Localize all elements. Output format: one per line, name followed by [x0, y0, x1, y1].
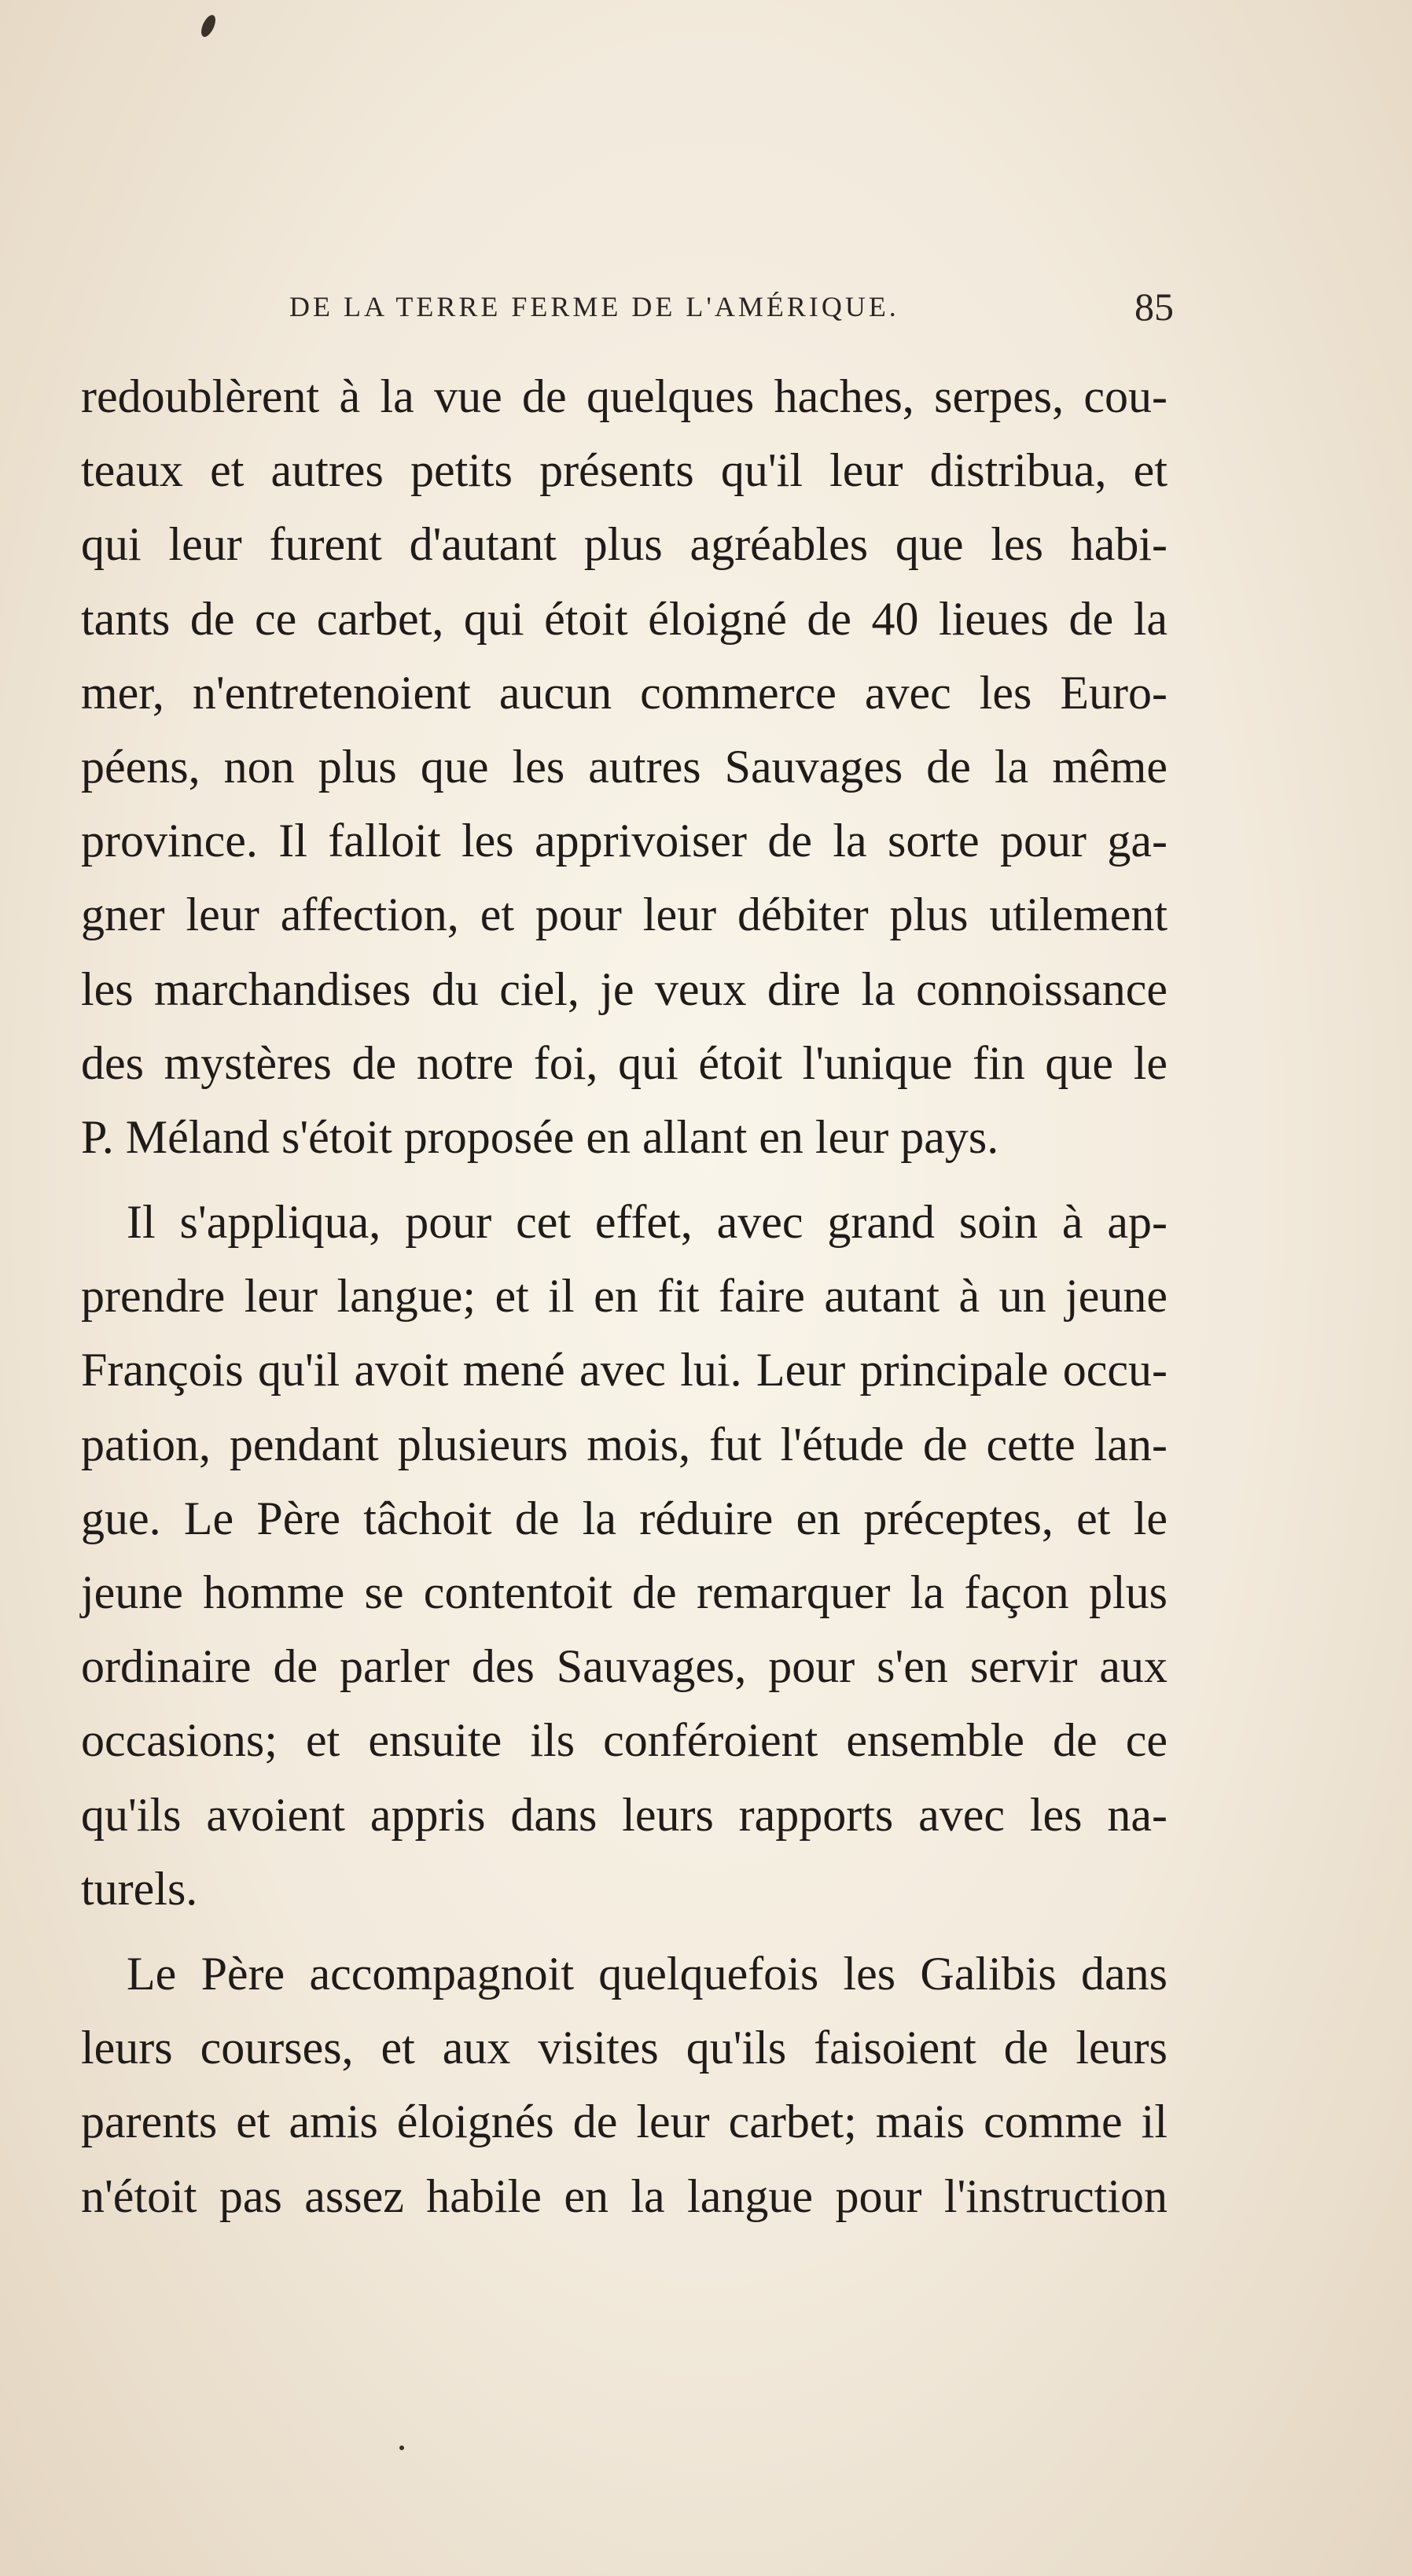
text-line: mer, n'entretenoient aucun commerce avec les Euro- — [81, 666, 1167, 719]
text-line: P. Méland s'étoit proposée en allant en leur pays. — [81, 1110, 999, 1163]
text-line: gner leur affection, et pour leur débiter plus utilement — [81, 889, 1167, 941]
paragraph-1 — [81, 359, 1167, 1174]
text-line: jeune homme se contentoit de remarquer la façon plus — [81, 1566, 1167, 1618]
text-line: ordinaire de parler des Sauvages, pour s'en servir aux — [81, 1640, 1167, 1693]
text-line: des mystères de notre foi, qui étoit l'unique fin que le — [81, 1036, 1167, 1089]
ink-speck — [399, 2445, 404, 2450]
paragraph-gap — [81, 1926, 1167, 1937]
text-line: François qu'il avoit mené avec lui. Leur principale occu- — [81, 1344, 1167, 1397]
text-line: gue. Le Père tâchoit de la réduire en préceptes, et le — [81, 1492, 1167, 1544]
text-line: qui leur furent d'autant plus agréables que les habi- — [81, 518, 1167, 571]
text-line: province. Il falloit les apprivoiser de la sorte pour ga- — [81, 815, 1167, 867]
text-line: qu'ils avoient appris dans leurs rapports avec les na- — [81, 1788, 1167, 1841]
text-line: tants de ce carbet, qui étoit éloigné de 40 lieues de la — [81, 592, 1167, 645]
running-header — [289, 283, 1174, 330]
text-line: parents et amis éloignés de leur carbet; mais comme il — [81, 2096, 1167, 2148]
paragraph-gap — [81, 1174, 1167, 1185]
paragraph-3 — [81, 1937, 1167, 2233]
text-line: teaux et autres petits présents qu'il leur distribua, et — [81, 444, 1167, 497]
text-line: leurs courses, et aux visites qu'ils faisoient de leurs — [81, 2022, 1167, 2074]
text-line: turels. — [81, 1862, 198, 1915]
text-line: pation, pendant plusieurs mois, fut l'étude de cette lan- — [81, 1418, 1167, 1470]
body-text — [81, 359, 1167, 2233]
text-line: redoublèrent à la vue de quelques haches, serpes, cou- — [81, 370, 1167, 422]
paragraph-2 — [81, 1185, 1167, 1926]
text-line: Il s'appliqua, pour cet effet, avec grand soin à ap- — [127, 1196, 1167, 1249]
page-number: 85 — [1134, 285, 1174, 329]
running-head-title: DE LA TERRE FERME DE L'AMÉRIQUE. — [289, 291, 899, 322]
text-line: péens, non plus que les autres Sauvages de la même — [81, 740, 1167, 793]
text-line: prendre leur langue; et il en fit faire autant à un jeune — [81, 1270, 1167, 1323]
text-line: les marchandises du ciel, je veux dire la connoissance — [81, 962, 1167, 1015]
text-line: n'étoit pas assez habile en la langue pour l'instruction — [81, 2169, 1167, 2222]
ink-speck — [198, 13, 218, 39]
text-line: occasions; et ensuite ils conféroient ensemble de ce — [81, 1714, 1167, 1767]
text-line: Le Père accompagnoit quelquefois les Galibis dans — [127, 1947, 1167, 2000]
